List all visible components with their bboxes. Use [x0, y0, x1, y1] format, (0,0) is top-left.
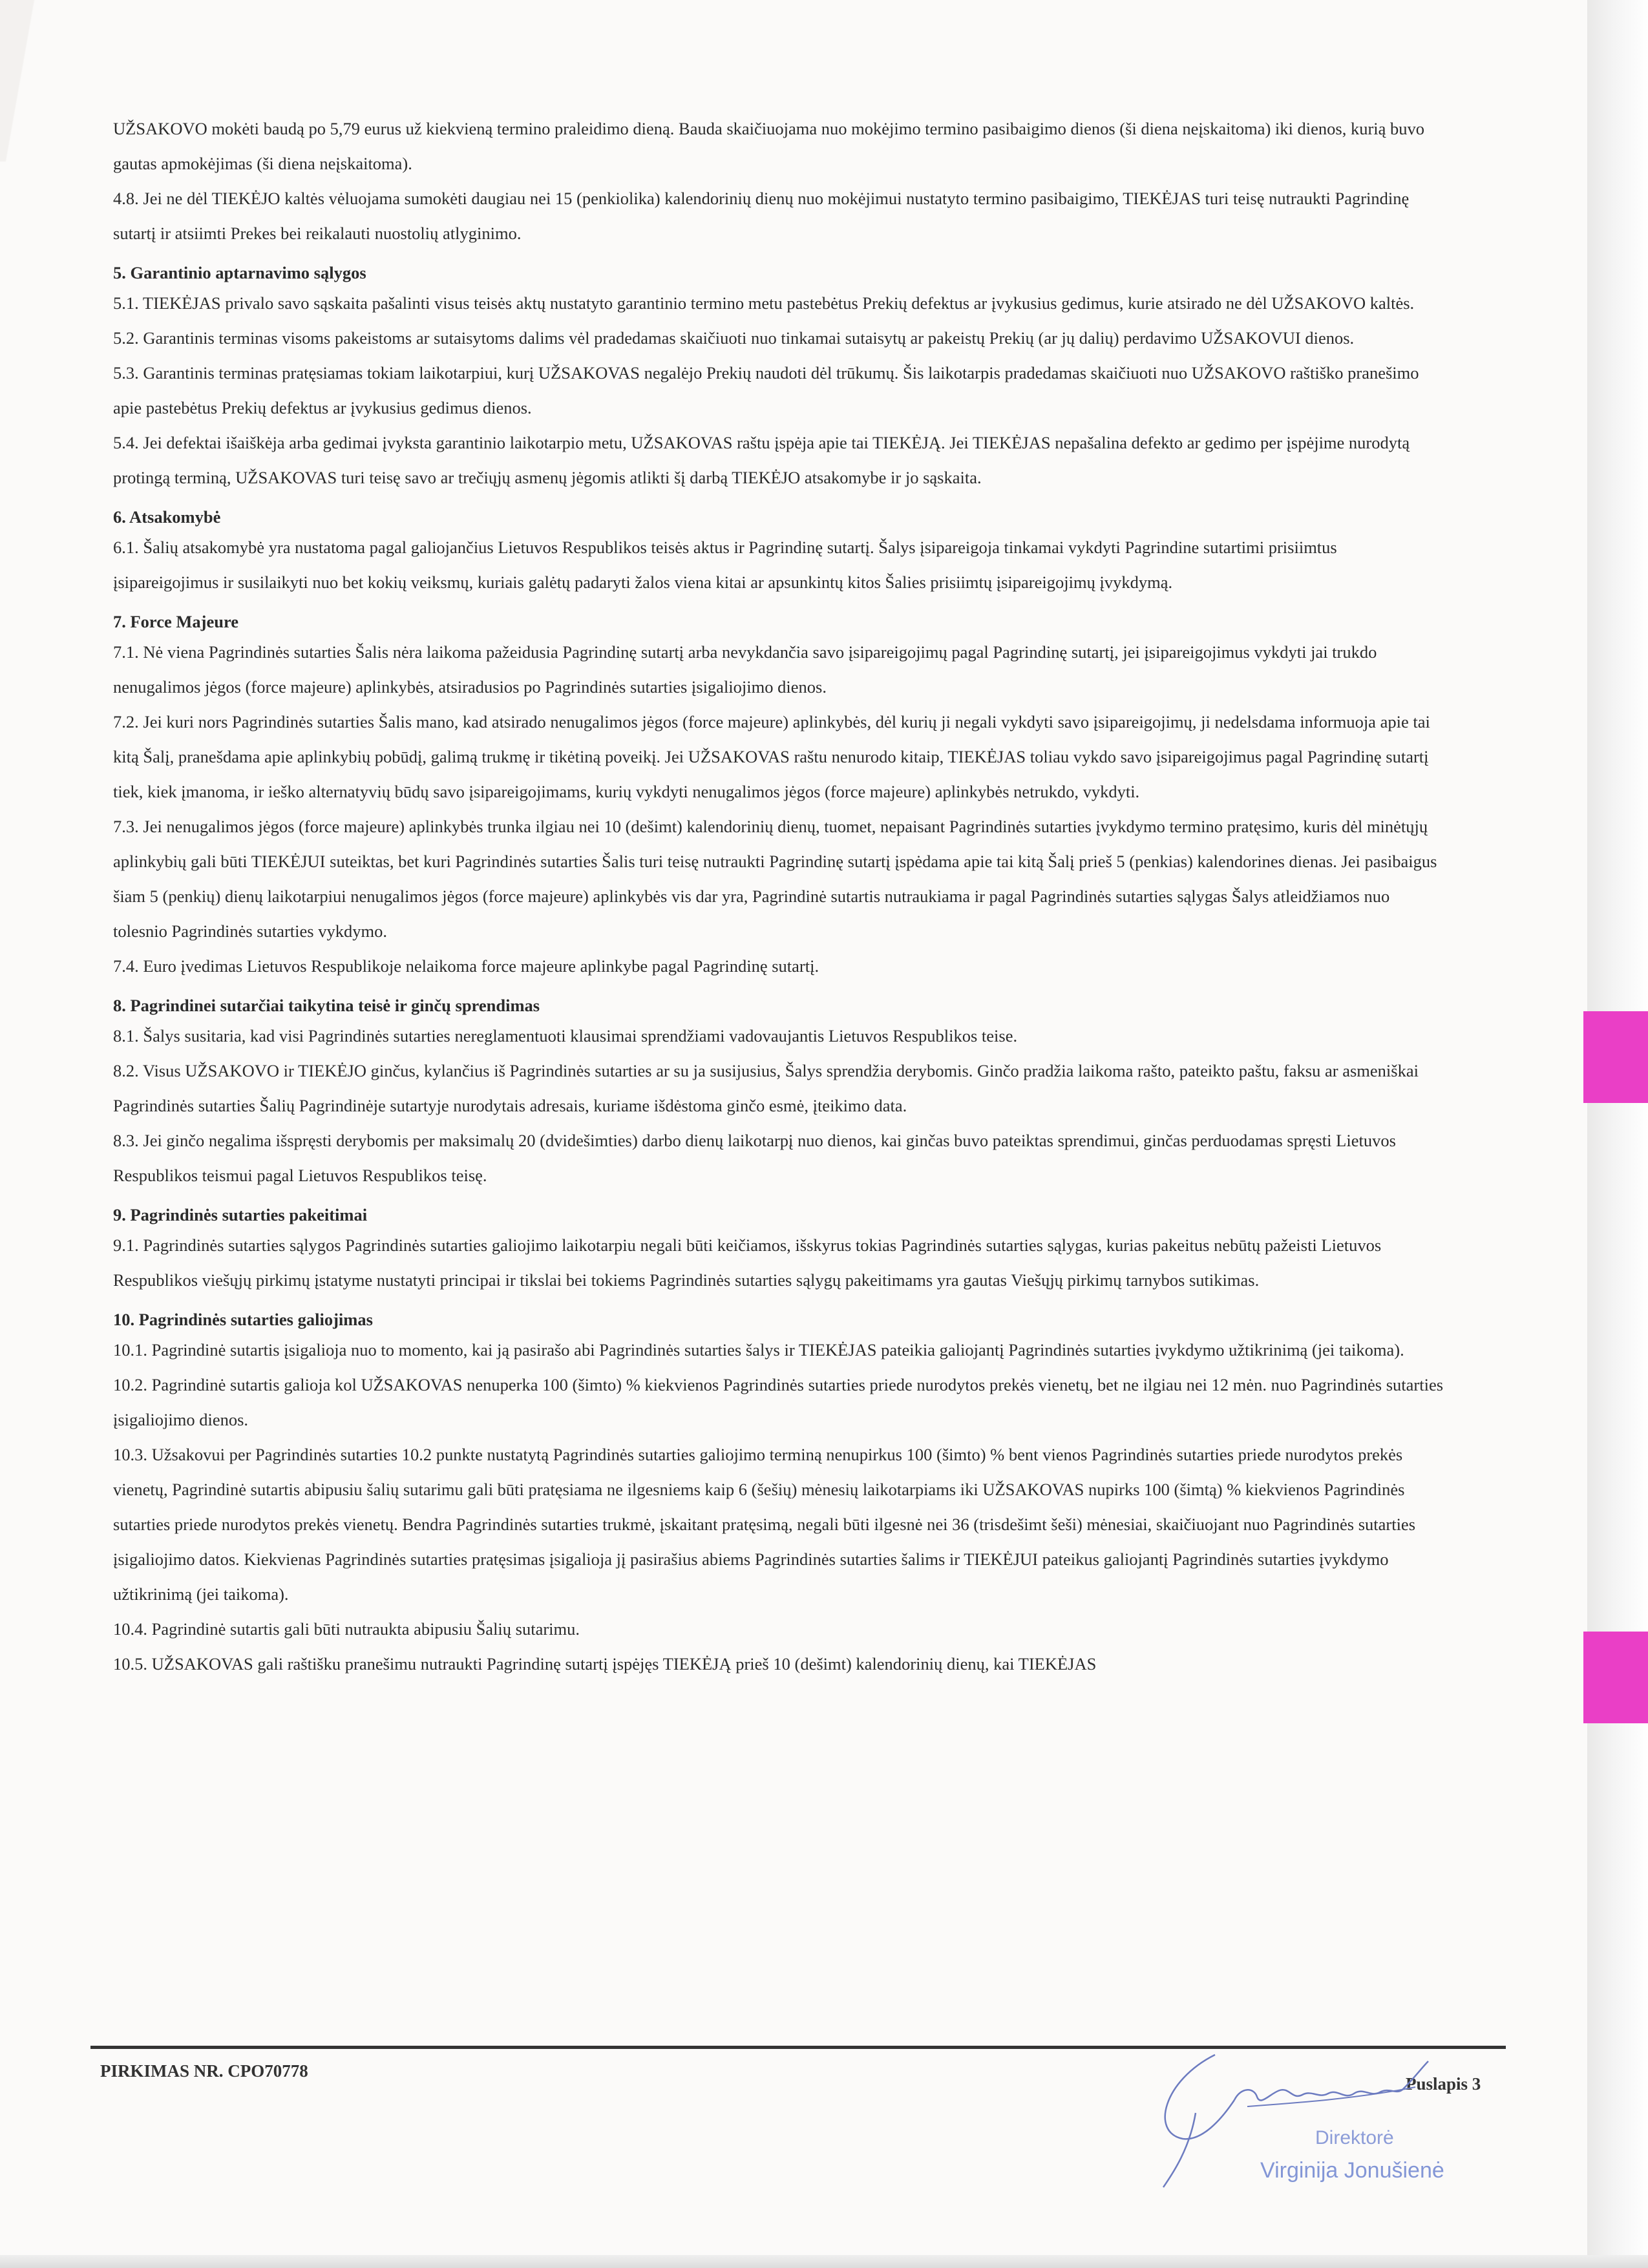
paragraph: 10.1. Pagrindinė sutartis įsigalioja nuo to momento, kai ją pasirašo abi Pagrindinės sutarties šalys ir TIEKĖJAS pateikia galiojantį Pagrindinės sutarties įvykdymo užtikrinimą (jei taikoma). — [113, 1340, 1404, 1360]
section-heading: 8. Pagrindinei sutarčiai taikytina teisė ir ginčų sprendimas — [113, 996, 540, 1015]
scan-bottom-edge — [0, 2255, 1648, 2268]
paragraph: 10.3. Užsakovui per Pagrindinės sutarties 10.2 punkte nustatytą Pagrindinės sutarties galiojimo terminą nenupirkus 100 (šimto) % bent vienos Pagrindinės sutarties priede nurodytos prekės vienetų, Pagrindinė sutartis abipusiu šalių sutarimu gali būti pratęsiama ne ilgesniems kaip 6 (šešių) mėnesių laikotarpiams iki UŽSAKOVAS nupirks 100 (šimtą) % kiekvienos Pagrindinės sutarties priede nurodytos prekės vienetų. Bendra Pagrindinės sutarties trukmė, įskaitant pratęsimą, negali būti ilgesnė nei 36 (trisdešimt šeši) mėnesiai, skaičiuojant nuo Pagrindinės sutarties įsigaliojimo datos. Kiekvienas Pagrindinės sutarties pratęsimas įsigalioja jį pasirašius abiems Pagrindinės sutarties šalims ir TIEKĖJUI pateikus galiojantį Pagrindinės sutarties įvykdymo užtikrinimą (jei taikoma). — [113, 1445, 1416, 1604]
paragraph: 7.1. Nė viena Pagrindinės sutarties Šalis nėra laikoma pažeidusia Pagrindinę sutartį arba nevykdančia savo įsipareigojimų pagal Pagrindinę sutartį, jei įsipareigojimus vykdyti jai trukdo nenugalimos jėgos (force majeure) aplinkybės, atsiradusios po Pagrindinės sutarties įsigaliojimo dienos. — [113, 642, 1377, 697]
section-heading: 9. Pagrindinės sutarties pakeitimai — [113, 1205, 368, 1224]
paragraph: 5.3. Garantinis terminas pratęsiamas tokiam laikotarpiui, kurį UŽSAKOVAS negalėjo Prekių naudoti dėl trūkumų. Šis laikotarpis pradedamas skaičiuoti nuo UŽSAKOVO raštiško pranešimo apie pastebėtus Prekių defektus ar įvykusius gedimus dienos. — [113, 363, 1419, 417]
paragraph: 4.8. Jei ne dėl TIEKĖJO kaltės vėluojama sumokėti daugiau nei 15 (penkiolika) kalendorinių dienų nuo mokėjimui nustatyto termino pasibaigimo, TIEKĖJAS turi teisę nutraukti Pagrindinę sutartį ir atsiimti Prekes bei reikalauti nuostolių atlyginimo. — [113, 189, 1410, 243]
section-heading: 5. Garantinio aptarnavimo sąlygos — [113, 263, 366, 282]
paragraph: 8.1. Šalys susitaria, kad visi Pagrindinės sutarties nereglamentuoti klausimai sprendžiami vadovaujantis Lietuvos Respublikos teise. — [113, 1026, 1018, 1045]
paragraph: 10.2. Pagrindinė sutartis galioja kol UŽSAKOVAS nenuperka 100 (šimto) % kiekvienos Pagrindinės sutarties priede nurodytos prekės vienetų, bet ne ilgiau nei 12 mėn. nuo Pagrindinės sutarties įsigaliojimo dienos. — [113, 1375, 1444, 1429]
section-heading: 10. Pagrindinės sutarties galiojimas — [113, 1310, 373, 1329]
paragraph: 7.3. Jei nenugalimos jėgos (force majeure) aplinkybės trunka ilgiau nei 10 (dešimt) kalendorinių dienų, tuomet, nepaisant Pagrindinės sutarties įvykdymo termino pratęsimo, kuris dėl minėtųjų aplinkybių gali būti TIEKĖJUI suteiktas, bet kuri Pagrindinės sutarties Šalis turi teisę nutraukti Pagrindinę sutartį įspėdama apie tai kitą Šalį prieš 5 (penkias) kalendorines dienas. Jei pasibaigus šiam 5 (penkių) dienų laikotarpiui nenugalimos jėgos (force majeure) aplinkybės vis dar yra, Pagrindinė sutartis nutraukiama ir pagal Pagrindinės sutarties sąlygas Šalys atleidžiamos nuo tolesnio Pagrindinės sutarties vykdymo. — [113, 817, 1437, 941]
page-number: Puslapis 3 — [1406, 2074, 1481, 2094]
paragraph: 5.4. Jei defektai išaiškėja arba gedimai įvyksta garantinio laikotarpio metu, UŽSAKOVAS raštu įspėja apie tai TIEKĖJĄ. Jei TIEKĖJAS nepašalina defekto ar gedimo per įspėjime nurodytą protingą terminą, UŽSAKOVAS turi teisę savo ar trečiųjų asmenų jėgomis atlikti šį darbą TIEKĖJO atsakomybe ir jo sąskaita. — [113, 433, 1410, 487]
paragraph: 6.1. Šalių atsakomybė yra nustatoma pagal galiojančius Lietuvos Respublikos teisės aktus ir Pagrindinę sutartį. Šalys įsipareigoja tinkamai vykdyti Pagrindine sutartimi prisiimtus įsipareigojimus ir susilaikyti nuo bet kokių veiksmų, kuriais galėtų padaryti žalos viena kitai ar apsunkintų kitos Šalies prisiimtų įsipareigojimų įvykdymą. — [113, 538, 1337, 592]
binder-tab — [1583, 1632, 1648, 1723]
paragraph: 7.4. Euro įvedimas Lietuvos Respublikoje nelaikoma force majeure aplinkybe pagal Pagrindinę sutartį. — [113, 956, 819, 976]
paragraph: 8.2. Visus UŽSAKOVO ir TIEKĖJO ginčus, kylančius iš Pagrindinės sutarties ar su ja susijusius, Šalys sprendžia derybomis. Ginčo pradžia laikoma rašto, pateikto paštu, faksu ar asmeniškai Pagrindinės sutarties Šalių Pagrindinėje sutartyje nurodytais adresais, kuriame išdėstoma ginčo esmė, įteikimo data. — [113, 1061, 1419, 1115]
section-heading: 7. Force Majeure — [113, 612, 239, 631]
paragraph: 10.4. Pagrindinė sutartis gali būti nutraukta abipusiu Šalių sutarimu. — [113, 1619, 580, 1639]
folded-corner — [0, 0, 39, 162]
document-body — [113, 111, 1444, 1681]
paragraph: 8.3. Jei ginčo negalima išspręsti derybomis per maksimalų 20 (dvidešimties) darbo dienų laikotarpį nuo dienos, kai ginčas buvo pateiktas sprendimui, ginčas perduodamas spręsti Lietuvos Respublikos teismui pagal Lietuvos Respublikos teisę. — [113, 1131, 1396, 1185]
paragraph: 5.1. TIEKĖJAS privalo savo sąskaita pašalinti visus teisės aktų nustatyto garantinio termino metu pastebėtus Prekių defektus ar įvykusius gedimus, kurie atsirado ne dėl UŽSAKOVO kaltės. — [113, 293, 1415, 313]
paragraph: UŽSAKOVO mokėti baudą po 5,79 eurus už kiekvieną termino praleidimo dieną. Bauda skaičiuojama nuo mokėjimo termino pasibaigimo dienos (ši diena neįskaitoma) iki dienos, kurią buvo gautas apmokėjimas (ši diena neįskaitoma). — [113, 119, 1425, 173]
section-heading: 6. Atsakomybė — [113, 507, 221, 527]
scan-edge — [1587, 0, 1648, 2268]
procurement-number: PIRKIMAS NR. CPO70778 — [100, 2061, 308, 2081]
stamp-name: Virginija Jonušienė — [1260, 2158, 1444, 2183]
paragraph: 7.2. Jei kuri nors Pagrindinės sutarties Šalis mano, kad atsirado nenugalimos jėgos (force majeure) aplinkybės, dėl kurių ji negali vykdyti savo įsipareigojimų, ji nedelsdama informuoja apie tai kitą Šalį, pranešdama apie aplinkybių pobūdį, galimą trukmę ir tikėtiną poveikį. Jei UŽSAKOVAS raštu nenurodo kitaip, TIEKĖJAS toliau vykdo savo įsipareigojimus pagal Pagrindinę sutartį tiek, kiek įmanoma, ir ieško alternatyvių būdų savo įsipareigojimams, kurių vykdyti nenugalimos jėgos (force majeure) aplinkybės netrukdo, vykdyti. — [113, 712, 1430, 801]
binder-tab — [1583, 1011, 1648, 1103]
stamp-title: Direktorė — [1315, 2127, 1394, 2148]
paragraph: 10.5. UŽSAKOVAS gali raštišku pranešimu nutraukti Pagrindinę sutartį įspėjęs TIEKĖJĄ prieš 10 (dešimt) kalendorinių dienų, kai TIEKĖJAS — [113, 1654, 1097, 1674]
paragraph: 9.1. Pagrindinės sutarties sąlygos Pagrindinės sutarties galiojimo laikotarpiu negali būti keičiamos, išskyrus tokias Pagrindinės sutarties sąlygas, kurias pakeitus nebūtų pažeisti Lietuvos Respublikos viešųjų pirkimų įstatyme nustatyti principai ir tikslai bei tokiems Pagrindinės sutarties sąlygų pakeitimams yra gautas Viešųjų pirkimų tarnybos sutikimas. — [113, 1235, 1382, 1290]
paragraph: 5.2. Garantinis terminas visoms pakeistoms ar sutaisytoms dalims vėl pradedamas skaičiuoti nuo tinkamai sutaisytų ar pakeistų Prekių (ar jų dalių) perdavimo UŽSAKOVUI dienos. — [113, 328, 1355, 348]
